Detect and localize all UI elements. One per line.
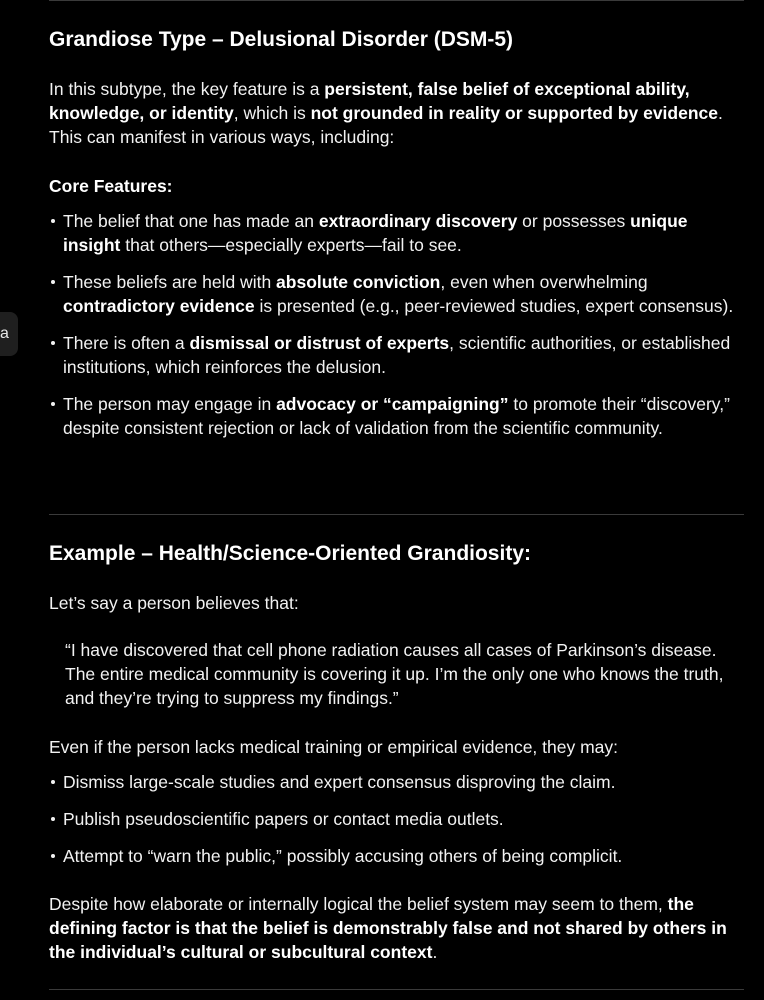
intro-paragraph: In this subtype, the key feature is a persistent, false belief of exceptional ability, knowledge, or identity, which is not grounded in reality or supported by evidence. This can manifest in various ways, including:: [49, 79, 723, 147]
emphasis-text: contradictory evidence: [63, 296, 255, 316]
core-features-list: [49, 209, 744, 440]
side-panel-tab[interactable]: [0, 312, 18, 356]
emphasis-text: not grounded in reality or supported by evidence: [310, 103, 718, 123]
list-item: The person may engage in advocacy or “campaigning” to promote their “discovery,” despite consistent rejection or lack of validation from the scientific community.: [49, 392, 744, 440]
list-item: Publish pseudoscientific papers or contact media outlets.: [49, 807, 744, 831]
list-item: Attempt to “warn the public,” possibly accusing others of being complicit.: [49, 844, 744, 868]
side-panel-tab-label: a: [0, 325, 9, 342]
example-behaviors-list: [49, 770, 744, 868]
emphasis-text: persistent, false belief of exceptional ability, knowledge, or identity: [49, 79, 690, 123]
section-divider: [49, 514, 744, 515]
emphasis-text: advocacy or “campaigning”: [276, 394, 509, 414]
example-quote: “I have discovered that cell phone radiation causes all cases of Parkinson’s disease. The entire medical community is covering it up. I’m the only one who knows the truth, and they’re trying to suppress my findings.”: [65, 640, 724, 708]
even-if-paragraph: Even if the person lacks medical training or empirical evidence, they may:: [49, 737, 619, 757]
emphasis-text: extraordinary discovery: [318, 211, 518, 231]
top-divider: [49, 0, 744, 1]
emphasis-text: the defining factor is that the belief is demonstrably false and not shared by others in the individual’s cultural or subcultural context: [49, 894, 727, 962]
core-features-label: Core Features:: [49, 176, 173, 196]
example-lead: Let’s say a person believes that:: [49, 593, 299, 613]
emphasis-text: absolute conviction: [276, 272, 441, 292]
list-item: There is often a dismissal or distrust of experts, scientific authorities, or established institutions, which reinforces the delusion.: [49, 331, 744, 379]
list-item: These beliefs are held with absolute conviction, even when overwhelming contradictory evidence is presented (e.g., peer-reviewed studies, expert consensus).: [49, 270, 744, 318]
closing-paragraph: Despite how elaborate or internally logical the belief system may seem to them, the defining factor is that the belief is demonstrably false and not shared by others in the individual’s cultural or subcultural context.: [49, 894, 727, 962]
section-heading-grandiose: Grandiose Type – Delusional Disorder (DSM-5): [49, 28, 514, 51]
list-item: Dismiss large-scale studies and expert consensus disproving the claim.: [49, 770, 744, 794]
list-item: The belief that one has made an extraordinary discovery or possesses unique insight that others—especially experts—fail to see.: [49, 209, 744, 257]
emphasis-text: unique insight: [63, 211, 688, 255]
section-heading-example: Example – Health/Science-Oriented Grandiosity:: [49, 542, 531, 565]
emphasis-text: dismissal or distrust of experts: [189, 333, 450, 353]
bottom-divider: [49, 989, 744, 990]
